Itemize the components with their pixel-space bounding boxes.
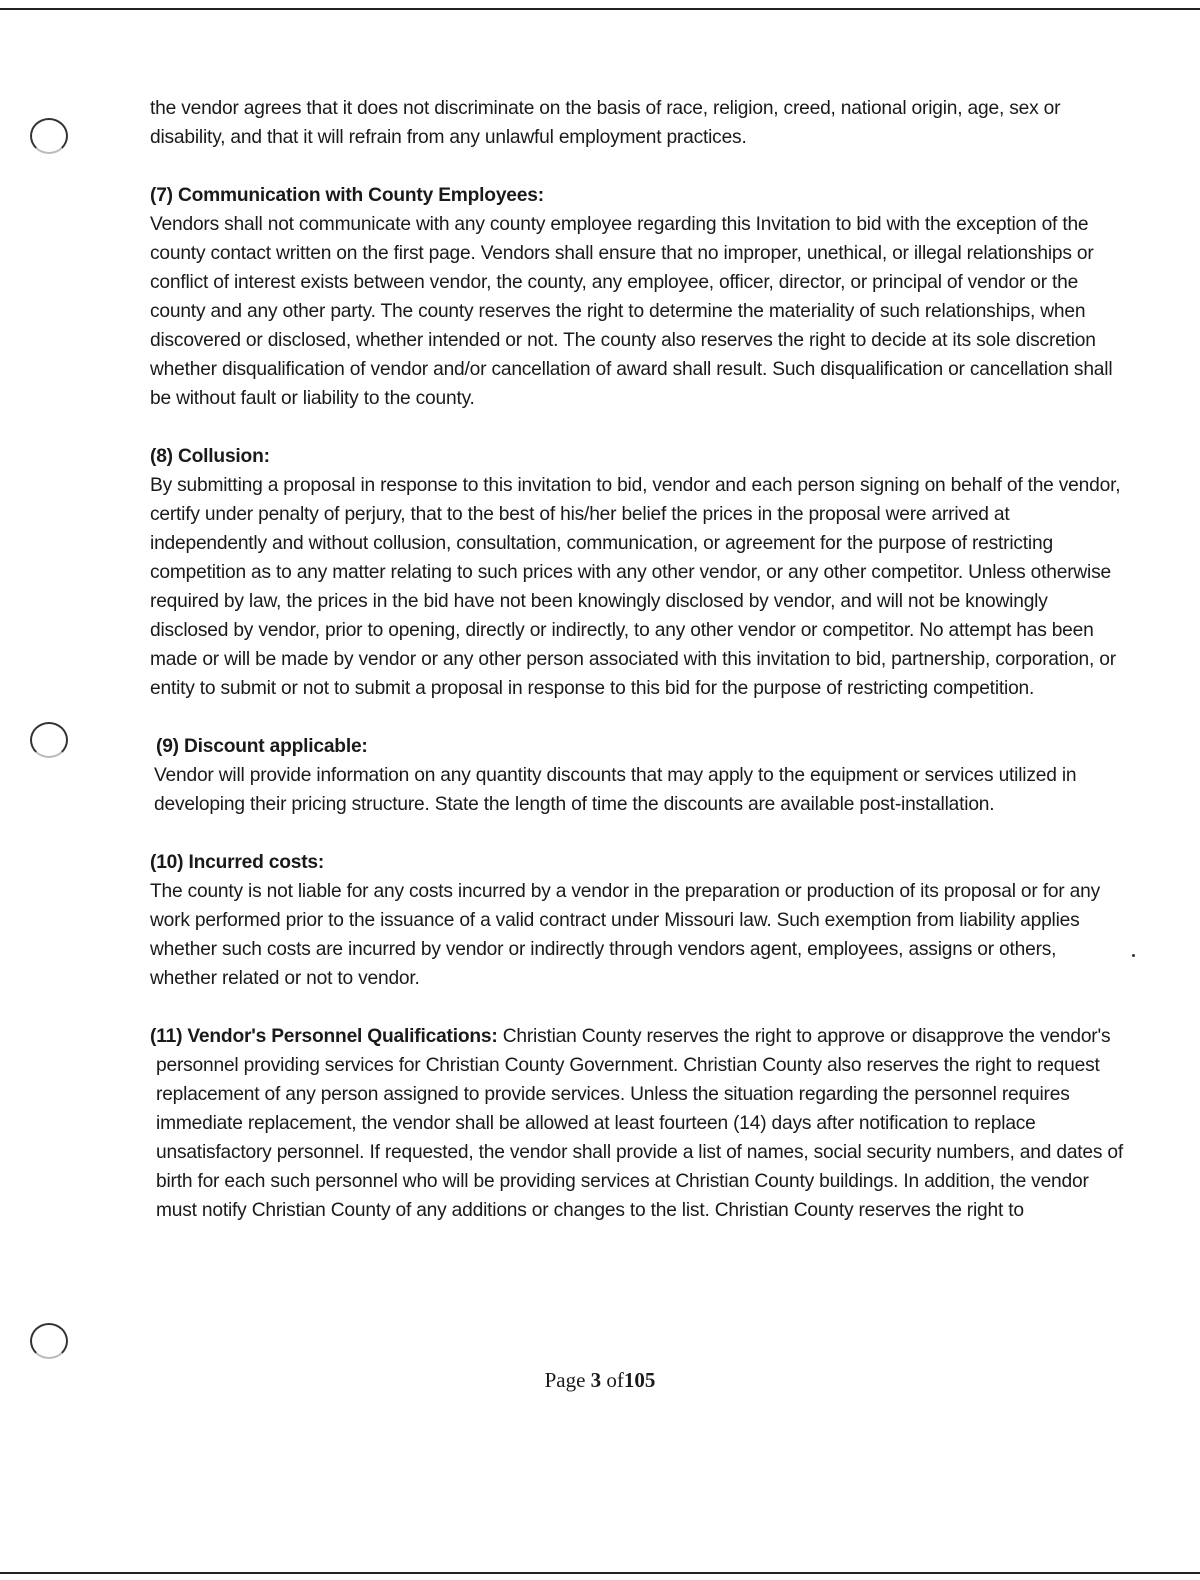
punch-hole-icon xyxy=(30,118,68,154)
section-communication xyxy=(150,181,1125,413)
scan-speck xyxy=(1132,954,1135,957)
section-heading: (10) Incurred costs: xyxy=(150,852,325,873)
intro-paragraph: the vendor agrees that it does not discriminate on the basis of race, religion, creed, national origin, age, sex or disability, and that it will refrain from any unlawful employment practices. xyxy=(150,98,1061,148)
section-heading: (8) Collusion: xyxy=(150,446,270,467)
section-body: The county is not liable for any costs incurred by a vendor in the preparation or production of its proposal or for any work performed prior to the issuance of a valid contract under Missouri law. Such exemption from liability applies whether such costs are incurred by vendor or indirectly through vendors agent, employees, assigns or others, whether related or not to vendor. xyxy=(150,881,1100,989)
page-number xyxy=(0,1368,1200,1393)
section-heading: (11) Vendor's Personnel Qualifications: xyxy=(150,1026,498,1047)
section-body: Christian County reserves the right to approve or disapprove the vendor's personnel providing services for Christian County Government. Christian County also reserves the right to request replacement of any person assigned to provide services. Unless the situation regarding the personnel requires immediate replacement, the vendor shall be allowed at least fourteen (14) days after notification to replace unsatisfactory personnel. If requested, the vendor shall provide a list of names, social security numbers, and dates of birth for each such personnel who will be providing services at Christian County buildings. In addition, the vendor must notify Christian County of any additions or changes to the list. Christian County reserves the right to xyxy=(156,1026,1124,1221)
section-body: Vendors shall not communicate with any county employee regarding this Invitation to bid with the exception of the county contact written on the first page. Vendors shall ensure that no improper, unethical, or illegal relationships or conflict of interest exists between vendor, the county, any employee, officer, director, or principal of vendor or the county and any other party. The county reserves the right to determine the materiality of such relationships, when discovered or disclosed, whether intended or not. The county also reserves the right to decide at its sole discretion whether disqualification of vendor and/or cancellation of award shall result. Such disqualification or cancellation shall be without fault or liability to the county. xyxy=(150,214,1113,409)
section-discount xyxy=(150,732,1125,819)
bottom-border-line xyxy=(0,1572,1200,1574)
page-current: 3 xyxy=(590,1368,602,1392)
page-total: 105 xyxy=(623,1368,656,1392)
section-body: By submitting a proposal in response to this invitation to bid, vendor and each person signing on behalf of the vendor, certify under penalty of perjury, that to the best of his/her belief the prices in the proposal were arrived at independently and without collusion, consultation, communication, or agreement for the purpose of restricting competition as to any matter relating to such prices with any other vendor, or any other competitor. Unless otherwise required by law, the prices in the bid have not been knowingly disclosed by vendor, and will not be knowingly disclosed by vendor, prior to opening, directly or indirectly, to any other vendor or competitor. No attempt has been made or will be made by vendor or any other person associated with this invitation to bid, partnership, corporation, or entity to submit or not to submit a proposal in response to this bid for the purpose of restricting competition. xyxy=(150,475,1121,699)
section-body: Vendor will provide information on any quantity discounts that may apply to the equipment or services utilized in developing their pricing structure. State the length of time the discounts are available post-installation. xyxy=(154,765,1077,815)
page-label: Page xyxy=(544,1368,591,1392)
document-body xyxy=(150,94,1125,1225)
section-heading: (9) Discount applicable: xyxy=(156,736,368,757)
top-border-line xyxy=(0,8,1200,10)
page-of: of xyxy=(601,1368,624,1392)
section-personnel xyxy=(150,1022,1125,1225)
section-collusion xyxy=(150,442,1125,703)
section-incurred-costs xyxy=(150,848,1125,993)
punch-hole-icon xyxy=(30,1323,68,1359)
punch-hole-icon xyxy=(30,722,68,758)
section-heading: (7) Communication with County Employees: xyxy=(150,185,544,206)
section-paragraph xyxy=(150,1022,1125,1225)
